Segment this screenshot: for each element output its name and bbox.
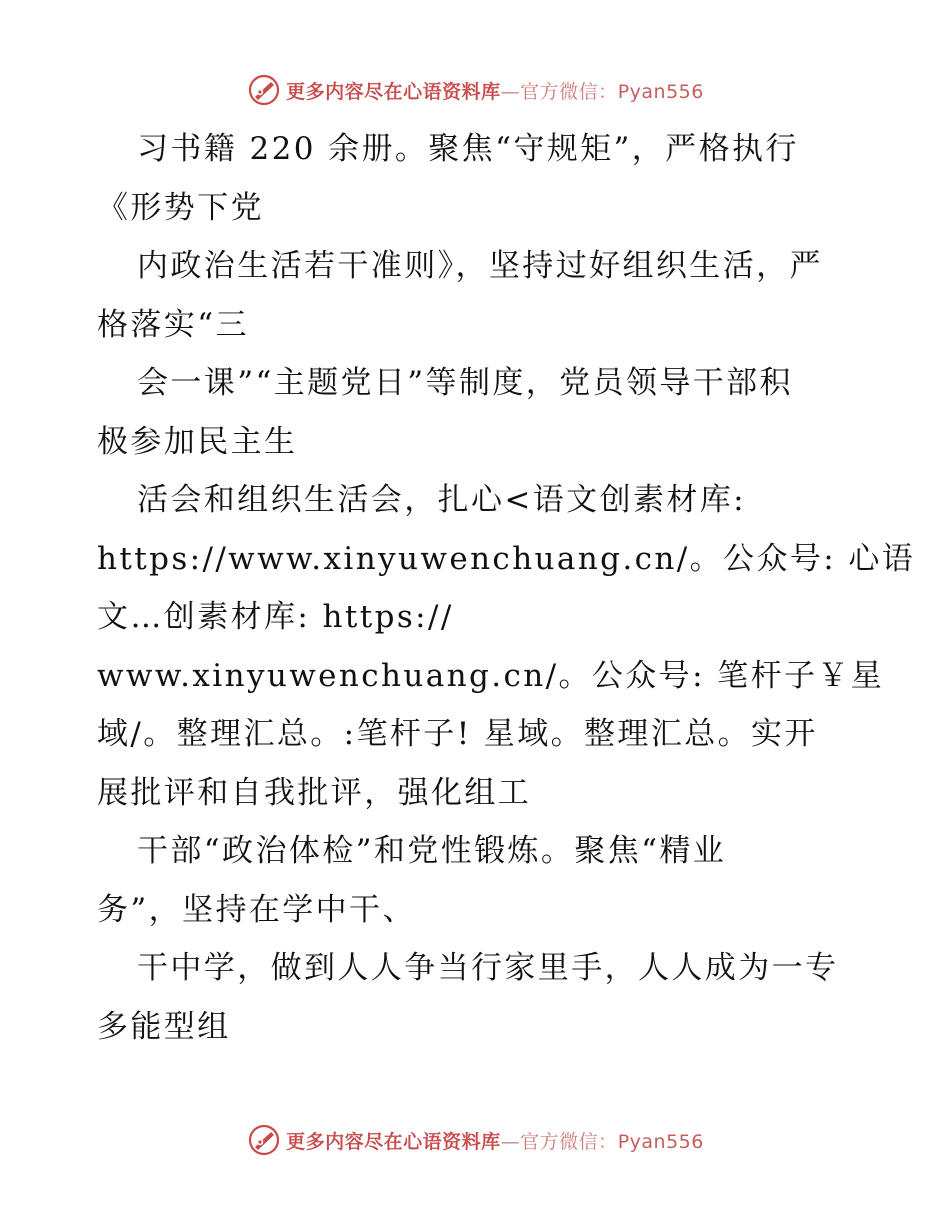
watermark-text [286,77,704,104]
text-line: 内政治生活若干准则》，坚持过好组织生活，严 [137,248,823,284]
text-line: 务”，坚持在学中干、 [97,891,416,928]
header-watermark [0,70,950,110]
watermark-separator: — [500,80,521,103]
pen-circle-logo-icon [246,1122,282,1158]
text-line: 活会和组织生活会，扎心<语文创素材库: [137,482,747,518]
watermark-brand: 更多内容尽在心语资料库 [286,80,501,103]
footer-watermark [0,1120,950,1160]
text-line: 习书籍 220 余册。聚焦“守规矩”，严格执行 [137,131,799,167]
text-line: 干部“政治体检”和党性锻炼。聚焦“精业 [137,833,727,869]
text-line: 格落实“三 [97,306,249,343]
text-line: 极参加民主生 [97,423,298,460]
watermark-label: 官方微信： [520,80,618,103]
watermark-id: Pyan556 [617,80,704,103]
document-body [97,120,916,1056]
text-line: 文…创素材库: https:// [97,599,454,635]
watermark-separator: — [500,1130,521,1153]
watermark-label: 官方微信： [520,1130,618,1153]
watermark-text [286,1127,704,1154]
pen-circle-logo-icon [246,72,282,108]
text-line: 《形势下党 [97,189,264,226]
watermark-brand: 更多内容尽在心语资料库 [286,1130,501,1153]
text-line: 会一课”“主题党日”等制度，党员领导干部积 [137,365,793,401]
text-line: 域/。整理汇总。:笔杆子! 星域。整理汇总。实开 [97,716,818,752]
text-line: 多能型组 [97,1008,231,1045]
text-line: https://www.xinyuwenchuang.cn/。公众号: 心语 [97,540,916,577]
watermark-id: Pyan556 [617,1130,704,1153]
text-line: 展批评和自我批评，强化组工 [97,774,532,811]
text-line: www.xinyuwenchuang.cn/。公众号: 笔杆子￥星 [97,657,885,694]
text-line: 干中学，做到人人争当行家里手，人人成为一专 [137,950,839,986]
